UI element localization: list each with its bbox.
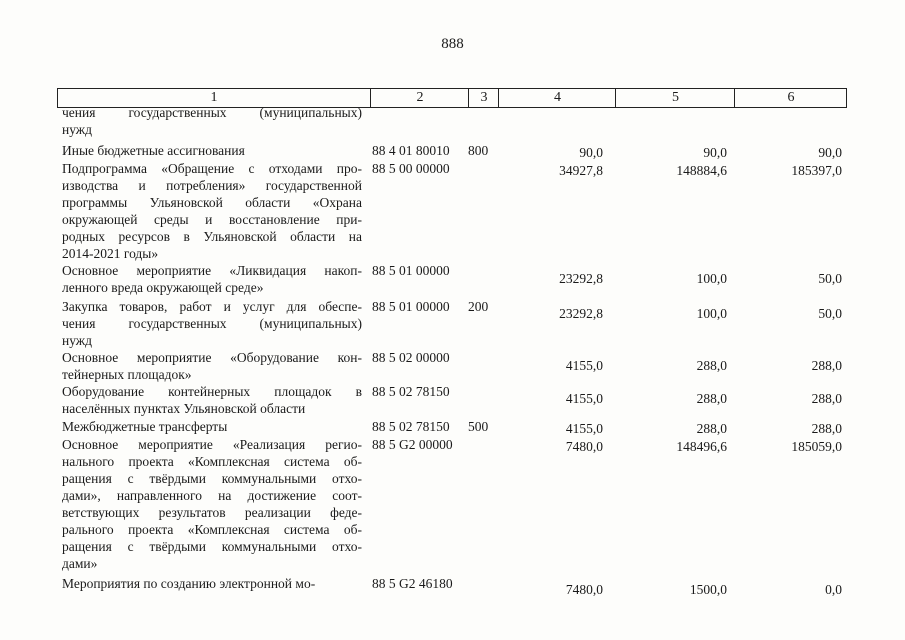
description-line: Основное мероприятие «Реализация регио- <box>62 437 362 452</box>
target-code: 88 5 02 78150 <box>372 384 450 399</box>
description-line: Межбюджетные трансферты <box>62 419 228 434</box>
amount-col6: 50,0 <box>818 271 842 286</box>
amount-col4: 4155,0 <box>565 391 603 406</box>
description-line: чения государственных (муниципальных) <box>62 316 362 331</box>
amount-col4: 23292,8 <box>559 306 603 321</box>
description-line: нужд <box>62 333 92 348</box>
description-line: программы Ульяновской области «Охрана <box>62 195 362 210</box>
row-description <box>62 160 362 262</box>
amount-col4: 23292,8 <box>559 271 603 286</box>
amount-col4: 90,0 <box>579 145 603 160</box>
description-line: рального проекта «Комплексная система об- <box>62 522 362 537</box>
column-header-4: 4 <box>498 89 616 107</box>
amount-col4: 7480,0 <box>565 582 603 597</box>
row-description <box>62 418 362 435</box>
row-description <box>62 383 362 417</box>
amount-col5: 100,0 <box>696 306 727 321</box>
amount-col5: 288,0 <box>696 358 727 373</box>
column-header-2: 2 <box>370 89 469 107</box>
description-line: Закупка товаров, работ и услуг для обеспе- <box>62 299 362 314</box>
target-code: 88 5 01 00000 <box>372 263 450 278</box>
description-line: Иные бюджетные ассигнования <box>62 143 245 158</box>
amount-col5: 1500,0 <box>689 582 727 597</box>
description-line: нужд <box>62 122 92 137</box>
amount-col6: 185397,0 <box>791 163 842 178</box>
target-code: 88 5 G2 00000 <box>372 437 453 452</box>
target-code: 88 5 01 00000 <box>372 299 450 314</box>
description-line: 2014-2021 годы» <box>62 246 159 261</box>
amount-col5: 148496,6 <box>676 439 727 454</box>
expense-type: 500 <box>468 419 489 434</box>
column-header-5: 5 <box>615 89 735 107</box>
description-line: ращения с твёрдыми коммунальными отхо- <box>62 471 362 486</box>
amount-col6: 50,0 <box>818 306 842 321</box>
amount-col5: 288,0 <box>696 391 727 406</box>
amount-col5: 148884,6 <box>676 163 727 178</box>
amount-col5: 288,0 <box>696 421 727 436</box>
target-code: 88 4 01 80010 <box>372 143 450 158</box>
description-line: родных ресурсов в Ульяновской области на <box>62 229 362 244</box>
description-line: Мероприятия по созданию электронной мо- <box>62 576 316 591</box>
description-line: ветствующих результатов реализации феде- <box>62 505 362 520</box>
row-description <box>62 349 362 383</box>
description-line: Основное мероприятие «Оборудование кон- <box>62 350 362 365</box>
description-line: Основное мероприятие «Ликвидация накоп- <box>62 263 362 278</box>
target-code: 88 5 02 78150 <box>372 419 450 434</box>
target-code: 88 5 02 00000 <box>372 350 450 365</box>
amount-col5: 90,0 <box>703 145 727 160</box>
amount-col6: 0,0 <box>825 582 842 597</box>
description-line: дами», направленного на достижение соот- <box>62 488 362 503</box>
row-description <box>62 575 362 592</box>
column-header-3: 3 <box>468 89 499 107</box>
amount-col6: 90,0 <box>818 145 842 160</box>
row-description <box>62 262 362 296</box>
description-line: окружающей среды и восстановление при- <box>62 212 362 227</box>
description-line: Подпрограмма «Обращение с отходами про- <box>62 161 362 176</box>
amount-col4: 7480,0 <box>565 439 603 454</box>
description-line: ленного вреда окружающей среде» <box>62 280 264 295</box>
row-description <box>62 142 362 159</box>
amount-col6: 288,0 <box>811 421 842 436</box>
amount-col6: 185059,0 <box>791 439 842 454</box>
row-description <box>62 436 362 572</box>
amount-col6: 288,0 <box>811 391 842 406</box>
column-header-1: 1 <box>210 90 218 105</box>
amount-col4: 4155,0 <box>565 421 603 436</box>
amount-col4: 4155,0 <box>565 358 603 373</box>
column-header-6: 6 <box>734 89 847 107</box>
description-line: дами» <box>62 556 98 571</box>
amount-col6: 288,0 <box>811 358 842 373</box>
target-code: 88 5 G2 46180 <box>372 576 453 591</box>
description-line: ращения с твёрдыми коммунальными отхо- <box>62 539 362 554</box>
description-line: населённых пунктах Ульяновской области <box>62 401 306 416</box>
target-code: 88 5 00 00000 <box>372 161 450 176</box>
description-line: чения государственных (муниципальных) <box>62 105 362 120</box>
amount-col4: 34927,8 <box>559 163 603 178</box>
description-line: тейнерных площадок» <box>62 367 192 382</box>
row-description <box>62 104 362 138</box>
page-number: 888 <box>441 36 464 52</box>
row-description <box>62 298 362 349</box>
description-line: нального проекта «Комплексная система об- <box>62 454 362 469</box>
description-line: изводства и потребления» государственной <box>62 178 362 193</box>
description-line: Оборудование контейнерных площадок в <box>62 384 362 399</box>
expense-type: 200 <box>468 299 489 314</box>
expense-type: 800 <box>468 143 489 158</box>
amount-col5: 100,0 <box>696 271 727 286</box>
